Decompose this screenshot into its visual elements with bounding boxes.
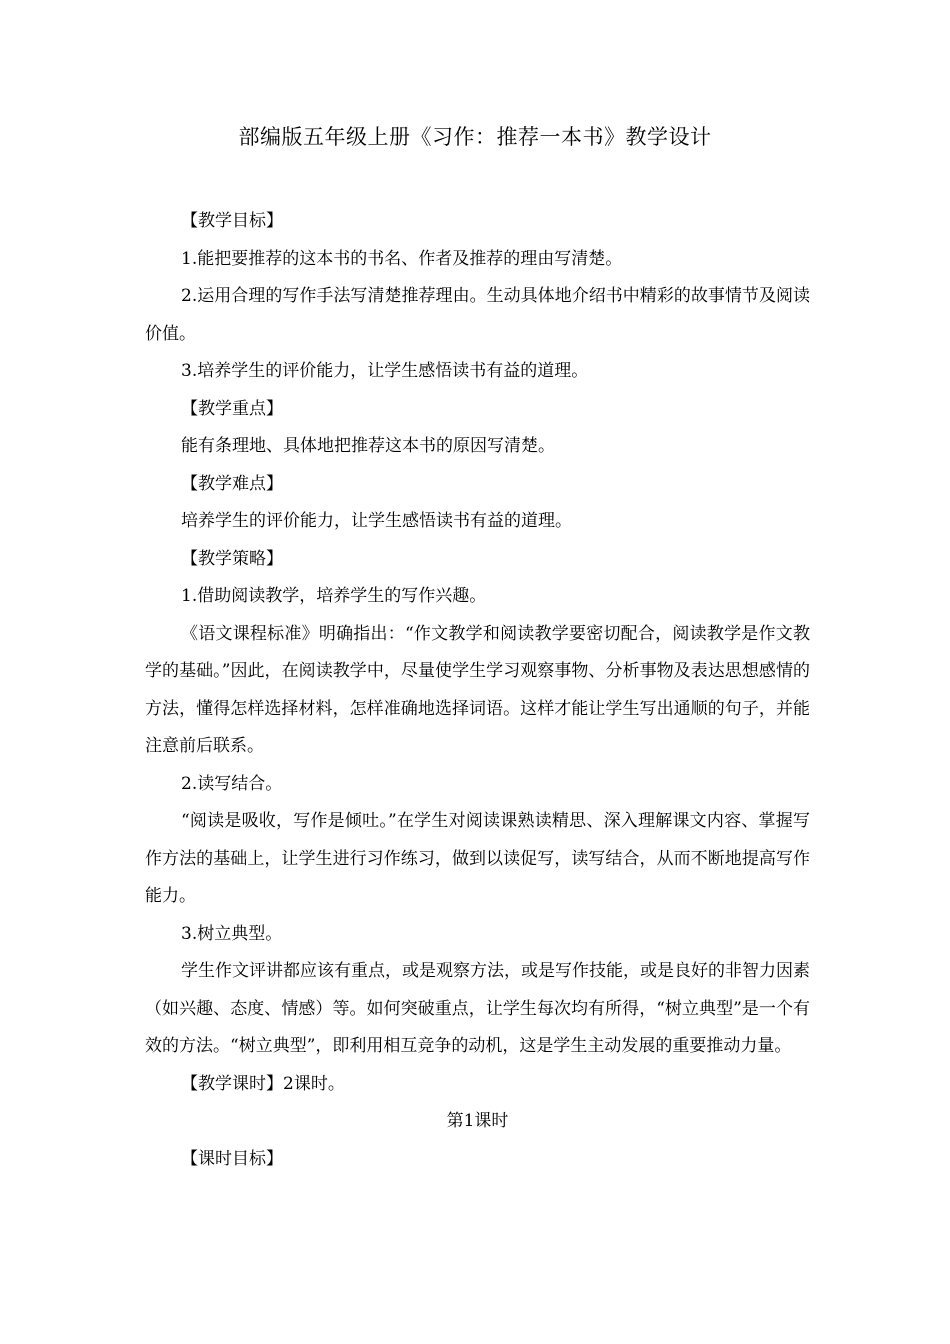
strategy-paragraph: “阅读是吸收，写作是倾吐。”在学生对阅读课熟读精思、深入理解课文内容、掌握写作方法的基础上，让学生进行习作练习，做到以读促写，读写结合，从而不断地提高写作能力。 xyxy=(145,811,810,906)
document-body xyxy=(145,203,810,1178)
section-heading-key-points: 【教学重点】 xyxy=(181,398,283,419)
objective-item: 1.能把要推荐的这本书的书名、作者及推荐的理由写清楚。 xyxy=(181,248,623,269)
section-heading-strategies: 【教学策略】 xyxy=(181,548,283,569)
strategy-item: 1.借助阅读教学，培养学生的写作兴趣。 xyxy=(181,586,487,606)
objective-item: 2.运用合理的写作手法写清楚推荐理由。生动具体地介绍书中精彩的故事情节及阅读价值。 xyxy=(145,286,810,344)
strategy-paragraph: 学生作文评讲都应该有重点，或是观察方法，或是写作技能，或是良好的非智力因素（如兴趣、态度、情感）等。如何突破重点，让学生每次均有所得，“树立典型”是一个有效的方法。“树立典型”，即利用相互竞争的动机，这是学生主动发展的重要推动力量。 xyxy=(145,961,810,1056)
strategy-item: 2.读写结合。 xyxy=(181,773,283,794)
section-heading-lesson-goals: 【课时目标】 xyxy=(181,1148,283,1169)
section-heading-objectives: 【教学目标】 xyxy=(181,211,283,231)
objective-item: 3.培养学生的评价能力，让学生感悟读书有益的道理。 xyxy=(181,361,589,381)
document-title: 部编版五年级上册《习作：推荐一本书》教学设计 xyxy=(238,125,712,149)
key-point-text: 能有条理地、具体地把推荐这本书的原因写清楚。 xyxy=(181,436,555,456)
section-heading-periods: 【教学课时】2课时。 xyxy=(181,1073,345,1094)
strategy-item: 3.树立典型。 xyxy=(181,923,283,944)
lesson-heading: 第1课时 xyxy=(446,1111,509,1131)
strategy-paragraph: 《语文课程标准》明确指出：“作文教学和阅读教学要密切配合，阅读教学是作文教学的基础。”因此，在阅读教学中，尽量使学生学习观察事物、分析事物及表达思想感情的方法，懂得怎样选择材料，怎样准确地选择词语。这样才能让学生写出通顺的句子，并能注意前后联系。 xyxy=(145,623,810,756)
section-heading-difficulties: 【教学难点】 xyxy=(181,473,283,494)
difficulty-text: 培养学生的评价能力，让学生感悟读书有益的道理。 xyxy=(181,511,572,531)
